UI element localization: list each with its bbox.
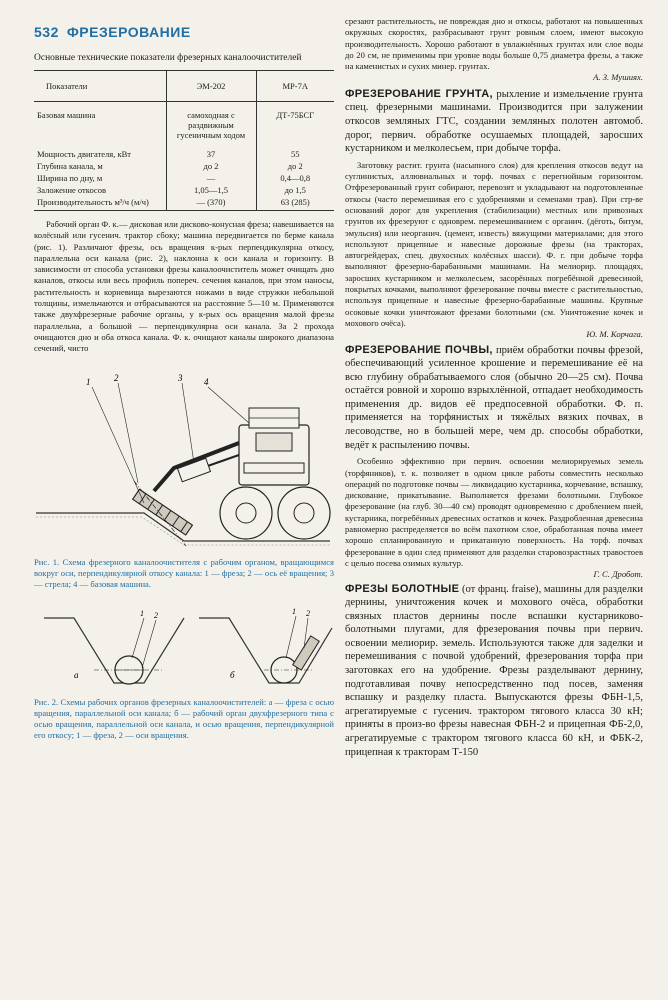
table-caption: Основные технические показатели фрезерных каналоочистителей — [34, 53, 302, 63]
page-number: 532 — [34, 24, 59, 40]
table-cell: Ширина по дну, м — [37, 173, 103, 183]
table-cell: 63 (285) — [256, 196, 334, 211]
article-body — [345, 456, 643, 580]
table-cell: 55 — [256, 141, 334, 160]
table-row — [34, 160, 334, 172]
fig2-label: 2 — [306, 608, 310, 618]
article-heading: ФРЕЗЕРОВАНИЕ ПОЧВЫ, — [345, 343, 493, 356]
table-header: Показатели — [34, 71, 166, 102]
table-header: МР-7А — [256, 71, 334, 102]
table-cell: 0,4—0,8 — [256, 172, 334, 184]
table-cell: до 2 — [166, 160, 256, 172]
running-title: ФРЕЗЕРОВАНИЕ — [66, 24, 191, 40]
fig1-label: 4 — [204, 376, 209, 387]
table-cell: Глубина канала, м — [37, 161, 103, 171]
spec-table — [34, 70, 334, 211]
article-definition: рыхление и измельчение грунта спец. фрезерными машинами. Производится при залужении откосов земляных ГТС, создании земляных полотен автомоб. дорог, первич. обработке осушаемых площадей, заросших кустарником и мелколесьем, при добыче торфа. — [345, 88, 643, 155]
fig1-label: 3 — [178, 372, 183, 383]
left-column — [34, 24, 334, 747]
article-heading: ФРЕЗЫ БОЛОТНЫЕ — [345, 582, 460, 595]
table-cell: — (370) — [166, 196, 256, 211]
right-column — [345, 16, 643, 763]
table-cell: ДТ-75БСГ — [256, 102, 334, 142]
article-definition: приём обработки почвы фрезой, обеспечивающий усиленное крошение и перемешивание её на всю глубину обрабатываемого слоя (обычно 20—25 см). Почва остаётся ровной и хорошо взрыхлённой, отпадает необходимость применения др. видов её предпосевной обработки. Ф. п. применяется на торфянистых и тяжёлых вязких почвах, в лесоводстве, но в большей мере, чем др. способы обработки, ведёт к распылению почвы. — [345, 344, 643, 451]
fig2-label: а — [74, 669, 79, 680]
table-cell: Производительность м³/ч (м/ч) — [34, 196, 166, 211]
table-cell: самоходная с раздвижным гусеничным ходом — [166, 102, 256, 142]
table-cell: — — [166, 172, 256, 184]
article-milling-soil — [345, 88, 643, 156]
paragraph: Особенно эффективно при первич. освоении мелиорируемых земель (торфяников), т. к. позволяет в одном цикле работы совместить несколько операций по подготовке почвы — ликвидацию кустарника, корчевание, вспашку, дискование, прикатывание. Выполняется фрезами болотными. Глубокое фрезерование (на глуб. 30—40 см) проводят одновременно с дроблением пней, кустарника, погребённых древесных остатков и кочек. Раздробленная древесина равномерно распределяется во всём пахотном слое, обработанная почва имеет хорошо спланированную и прикатанную поверхность. На торф. почвах фрезерование в один след применяют для разделки старовозрастных травостоев с целью посева озимых культур. — [345, 456, 643, 568]
paragraph: Рабочий орган Ф. к.— дисковая или дисково-конусная фреза; навешивается на колёсный или гусенич. трактор сбоку; машина передвигается по берме канала (рис. 1). Различают фрезы, ось вращения к-рых перпендикулярна откосу, параллельна оси канала (рис. 2), наклонна к оси канала и горизонту. В зависимости от способа установки фрезы каналоочиститель может очищать дно каналов, откосы или весь профиль попереч. сечения каналов, при этом наносы, растительность и корневища вырезаются ножами в виде стружки небольшой толщины, измельчаются и отбрасываются на расстояние 5—10 м. Применяются также двухфрезерные рабочие органы, у к-рых ось вращения малой фрезы параллельна, а большой — перпендикулярна оси канала. За 2 прохода очищаются дно и оба откоса канала. Ф. к. очищают каналы широкого диапазона сечений, чисто — [34, 219, 334, 354]
fig1-label: 1 — [86, 376, 91, 387]
table-header-row — [34, 71, 334, 102]
fig2-label: 1 — [292, 606, 296, 616]
left-text — [34, 219, 334, 355]
table-cell: до 1,5 — [256, 184, 334, 196]
article-body — [345, 160, 643, 341]
table-cell: Заложение откосов — [37, 185, 106, 195]
fig1-caption: Рис. 1. Схема фрезерного каналоочистителя с рабочим органом, вращающимся вокруг оси, перпендикулярной откосу канала: 1 — фреза; 2 — ось её вращения; 3 — стрела; 4 — базовая машина. — [34, 556, 334, 589]
fig2-cutter-schemes-illustration — [34, 598, 334, 693]
table-row — [34, 141, 334, 160]
table-row — [34, 196, 334, 211]
article-bog-cutters — [345, 583, 643, 760]
table-row — [34, 102, 334, 142]
article-milling-topsoil — [345, 344, 643, 453]
fig1-label: 2 — [114, 372, 119, 383]
table-cell: 37 — [166, 141, 256, 160]
table-cell: Мощность двигателя, кВт — [37, 149, 131, 159]
author-signature: Г. С. Дробот. — [593, 569, 643, 580]
table-row — [34, 172, 334, 184]
author-signature: Ю. М. Корчага. — [586, 329, 643, 340]
article-heading: ФРЕЗЕРОВАНИЕ ГРУНТА, — [345, 87, 493, 100]
table-row — [34, 184, 334, 196]
table-cell: Базовая машина — [37, 110, 96, 120]
fig2-caption: Рис. 2. Схемы рабочих органов фрезерных каналоочистителей: а — фреза с осью вращения, параллельной оси канала; б — рабочий орган двухфрезерного типа с осью вращения, параллельной оси канала, и осью вращения, перпендикулярной его откосу; 1 — фреза, 2 — оси вращения. — [34, 696, 334, 740]
table-cell: 1,05—1,5 — [166, 184, 256, 196]
intro-paragraph: срезают растительность, не повреждая дно и откосы, работают на повышенных окружных скоростях, разбрасывают грунт ровным слоем, имеют высокую производительность. Хорошо работают в увлажнённых грунтах или слое воды до 20 см, не применимы при уровне воды больше 0,75 диаметра фрезы, а также на каменистых и сухих минер. грунтах. — [345, 16, 643, 72]
table-cell: до 2 — [256, 160, 334, 172]
fig2-label: 1 — [140, 608, 144, 618]
table-header: ЭМ-202 — [166, 71, 256, 102]
fig1-canal-cleaner-illustration — [34, 363, 334, 553]
author-signature: А. З. Мушиях. — [593, 72, 643, 83]
paragraph: Заготовку растит. грунта (насыпного слоя) для крепления откосов ведут на суглинистых, аллювиальных и торф. почвах с перегнойным горизонтом. Отфрезерованный грунт собирают, перевозят и укладывают на подготовленные откосы (часто перемешивая его с удобрениями и семенами трав). При стр-ве оснований дорог для укрепления (стабилизации) местных или привозных грунтов их фрезеруют с одноврем. перемешиванием с органич. (дёготь, битум, эмульсия) или неорганич. (цемент, известь) вяжущими материалами; для этого используют прицепные и навесные дорожные фрезы (на тракторах, автогрейдерах, спец. двухосных колёсных шасси). Ф. г. при добыче торфа выполняют фрезерно-барабанными машинами. На мелиорир. площадях, заросших кустарником и мелколесьем, засорённых погребённой древесиной, покрытых кочками, выполняют фрезерование почвы вместе с растительностью, используя прицепные и навесные фрезерно-барабанные машины. Крупные осоковые кочки уничтожают фрезами болотными (см. Уничтожение кочек и мохового очёса). — [345, 159, 643, 328]
fig2-label: б — [230, 669, 235, 680]
running-head — [34, 24, 334, 40]
intro-text — [345, 16, 643, 84]
article-definition: (от франц. fraise), машины для разделки дернины, уничтожения кочек и мохового очёса, обработки связных пластов дернины после вспашки кустарниково-болотными плугами, для фрезерования почвы при первич. освоении мелиорир. земель. Используются также для заделки и перемешивания с почвой удобрений, фрезерования торфа при заготовках его на удобрение. Фрезы разделывают дернину, подготавливая почву непосредственно под посев, заменяя вспашку и разделку пласта. Выпускаются фрезы ФБН-1,5, агрегатируемые с гусенич. трактором тягового класса 30 кН; приняты в произ-во фрезы навесная ФБН-2 и прицепная ФБ-2,0, агрегатируемые с трактором тягового класса 60 кН, и ФБК-2, прицепная к тракторам Т-150 — [345, 583, 643, 758]
fig2-label: 2 — [154, 610, 158, 620]
